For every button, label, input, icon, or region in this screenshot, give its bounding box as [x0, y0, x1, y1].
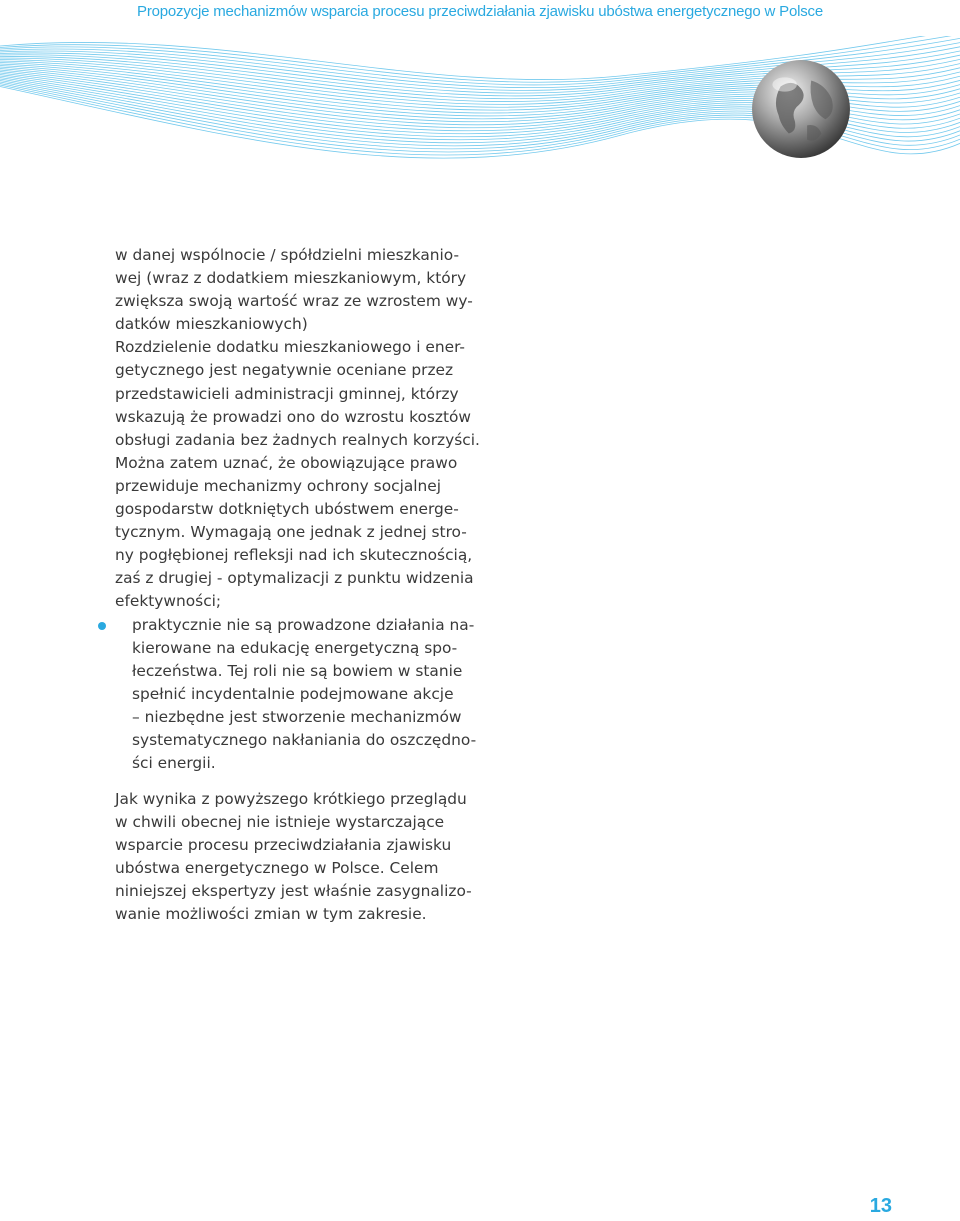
text-line: ści energii.	[132, 754, 216, 773]
bullet-item	[115, 614, 481, 776]
text-line: zwiększa swoją wartość wraz ze wzrostem wy-	[115, 292, 473, 311]
text-line: w chwili obecnej nie istnieje wystarczające	[115, 813, 445, 832]
text-line: kierowane na edukację energetyczną spo-	[132, 638, 458, 657]
text-line: wsparcie procesu przeciwdziałania zjawisku	[115, 836, 452, 855]
page-number: 13	[869, 1195, 892, 1217]
conclusion-paragraph	[115, 788, 481, 927]
text-line: wej (wraz z dodatkiem mieszkaniowym, który	[115, 269, 467, 288]
text-line: przewiduje mechanizmy ochrony socjalnej	[115, 476, 442, 495]
text-line: łeczeństwa. Tej roli nie są bowiem w stanie	[132, 661, 463, 680]
text-line: ny pogłębionej refleksji nad ich skutecznością,	[115, 546, 473, 565]
text-line: – niezbędne jest stworzenie mechanizmów	[132, 707, 462, 726]
text-line: systematycznego nakłaniania do oszczędno-	[132, 730, 477, 749]
globe-icon	[750, 58, 852, 160]
paragraph-lines	[115, 244, 481, 614]
text-line: ubóstwa energetycznego w Polsce. Celem	[115, 859, 439, 878]
text-line: wanie możliwości zmian w tym zakresie.	[115, 905, 427, 924]
text-line: Można zatem uznać, że obowiązujące prawo	[115, 453, 458, 472]
text-line: niniejszej ekspertyzy jest właśnie zasygnalizo-	[115, 882, 472, 901]
text-line: w danej wspólnocie / spółdzielni mieszkanio-	[115, 246, 460, 264]
text-line: praktycznie nie są prowadzone działania na-	[132, 615, 475, 634]
running-header: Propozycje mechanizmów wsparcia procesu przeciwdziałania zjawisku ubóstwa energetycznego w Polsce	[137, 3, 823, 20]
text-line: gospodarstw dotkniętych ubóstwem energe-	[115, 500, 459, 519]
text-line: wskazują że prowadzi ono do wzrostu kosztów	[115, 407, 472, 426]
conclusion-lines	[115, 788, 481, 927]
bullet-lines	[132, 614, 481, 776]
text-line: zaś z drugiej - optymalizacji z punktu widzenia	[115, 569, 474, 588]
paragraph-continued	[115, 244, 481, 775]
text-line: przedstawicieli administracji gminnej, którzy	[115, 384, 459, 403]
text-line: tycznym. Wymagają one jednak z jednej stro-	[115, 523, 467, 542]
text-line: efektywności;	[115, 592, 222, 611]
text-line: Rozdzielenie dodatku mieszkaniowego i ener-	[115, 338, 465, 357]
bullet-icon	[98, 622, 106, 630]
text-line: getycznego jest negatywnie oceniane przez	[115, 361, 454, 380]
text-line: Jak wynika z powyższego krótkiego przeglądu	[115, 790, 467, 808]
text-line: datków mieszkaniowych)	[115, 315, 308, 334]
text-line: obsługi zadania bez żadnych realnych korzyści.	[115, 430, 480, 449]
text-line: spełnić incydentalnie podejmowane akcje	[132, 684, 454, 703]
